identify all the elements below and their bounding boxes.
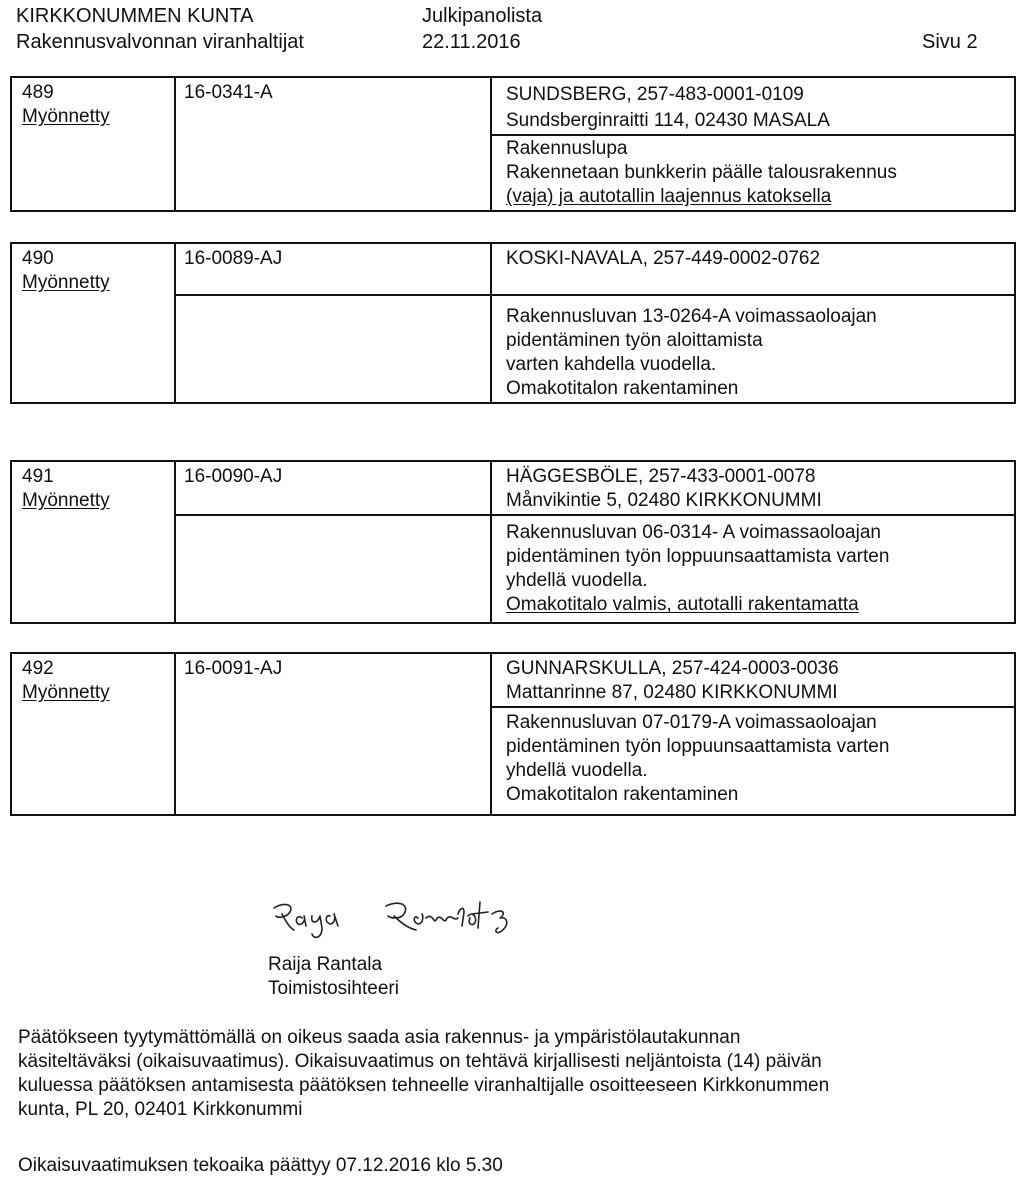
appeal-notice-line: käsiteltäväksi (oikaisuvaatimus). Oikaisuvaatimus on tehtävä kirjallisesti neljäntoista (14) päivän: [18, 1051, 822, 1072]
permit-id: 16-0090-AJ: [184, 466, 283, 487]
entry-number-cell: [12, 654, 176, 814]
property-address: Mattanrinne 87, 02480 KIRKKONUMMI: [506, 682, 838, 703]
signer-name: Raija Rantala: [268, 954, 383, 975]
permit-details-cell: [490, 244, 1014, 402]
entry-number: 489: [22, 82, 54, 103]
appeal-notice-line: kunta, PL 20, 02401 Kirkkonummi: [18, 1099, 303, 1120]
permit-id: 16-0089-AJ: [184, 248, 283, 269]
row-divider: [174, 294, 490, 296]
property-address: Sundsberginraitti 114, 02430 MASALA: [506, 110, 830, 131]
document-type: Julkipanolista: [422, 5, 543, 27]
entry-number: 490: [22, 248, 54, 269]
permit-description: Rakennusluvan 06-0314- A voimassaoloajan: [506, 522, 881, 543]
permit-entry-490: [10, 242, 1016, 404]
municipality-name: KIRKKONUMMEN KUNTA: [16, 5, 254, 27]
permit-id-cell: [174, 78, 492, 210]
entry-status: Myönnetty: [22, 106, 110, 127]
entry-number: 491: [22, 466, 54, 487]
permit-entry-492: [10, 652, 1016, 816]
entry-status: Myönnetty: [22, 272, 110, 293]
permit-description: Omakotitalon rakentaminen: [506, 784, 739, 805]
entry-number-cell: [12, 244, 176, 402]
permit-description: (vaja) ja autotallin laajennus katoksella: [506, 186, 832, 207]
entry-number-cell: [12, 462, 176, 622]
entry-number: 492: [22, 658, 54, 679]
permit-id: 16-0341-A: [184, 82, 273, 103]
permit-description: varten kahdella vuodella.: [506, 354, 717, 375]
permit-details-cell: [490, 462, 1014, 622]
permit-details-cell: [490, 78, 1014, 210]
permit-type: Rakennuslupa: [506, 138, 628, 159]
permit-entry-491: [10, 460, 1016, 624]
permit-description: Rakennusluvan 13-0264-A voimassaoloajan: [506, 306, 877, 327]
permit-id-cell: [174, 244, 492, 402]
permit-entry-489: [10, 76, 1016, 212]
property-name: SUNDSBERG, 257-483-0001-0109: [506, 84, 804, 105]
row-divider: [490, 706, 1014, 708]
row-divider: [490, 294, 1014, 296]
appeal-notice-line: kuluessa päätöksen antamisesta päätöksen tehneelle viranhaltijalle osoitteeseen Kirkkonummen: [18, 1075, 830, 1096]
appeal-notice-line: Päätökseen tyytymättömällä on oikeus saada asia rakennus- ja ympäristölautakunnan: [18, 1027, 741, 1048]
permit-description: pidentäminen työn loppuunsaattamista varten: [506, 546, 890, 567]
signer-title: Toimistosihteeri: [268, 978, 399, 999]
permit-description: pidentäminen työn loppuunsaattamista varten: [506, 736, 890, 757]
department-name: Rakennusvalvonnan viranhaltijat: [16, 31, 304, 53]
entry-number-cell: [12, 78, 176, 210]
handwritten-signature: [268, 894, 528, 950]
permit-description: Rakennusluvan 07-0179-A voimassaoloajan: [506, 712, 877, 733]
entry-status: Myönnetty: [22, 682, 110, 703]
permit-description: yhdellä vuodella.: [506, 570, 648, 591]
property-name: GUNNARSKULLA, 257-424-0003-0036: [506, 658, 839, 679]
permit-description: Omakotitalo valmis, autotalli rakentamatta: [506, 594, 859, 615]
appeal-deadline: Oikaisuvaatimuksen tekoaika päättyy 07.12.2016 klo 5.30: [18, 1155, 503, 1176]
row-divider: [490, 514, 1014, 516]
property-name: KOSKI-NAVALA, 257-449-0002-0762: [506, 248, 821, 269]
permit-id: 16-0091-AJ: [184, 658, 283, 679]
permit-description: pidentäminen työn aloittamista: [506, 330, 763, 351]
property-address: Månvikintie 5, 02480 KIRKKONUMMI: [506, 490, 822, 511]
document-date: 22.11.2016: [422, 31, 521, 53]
permit-description: Omakotitalon rakentaminen: [506, 378, 739, 399]
permit-id-cell: [174, 462, 492, 622]
row-divider: [490, 134, 1014, 136]
permit-description: yhdellä vuodella.: [506, 760, 648, 781]
page-number: Sivu 2: [922, 31, 978, 53]
permit-id-cell: [174, 654, 492, 814]
row-divider: [174, 514, 490, 516]
property-name: HÄGGESBÖLE, 257-433-0001-0078: [506, 466, 816, 487]
permit-details-cell: [490, 654, 1014, 814]
permit-description: Rakennetaan bunkkerin päälle talousrakennus: [506, 162, 897, 183]
entry-status: Myönnetty: [22, 490, 110, 511]
